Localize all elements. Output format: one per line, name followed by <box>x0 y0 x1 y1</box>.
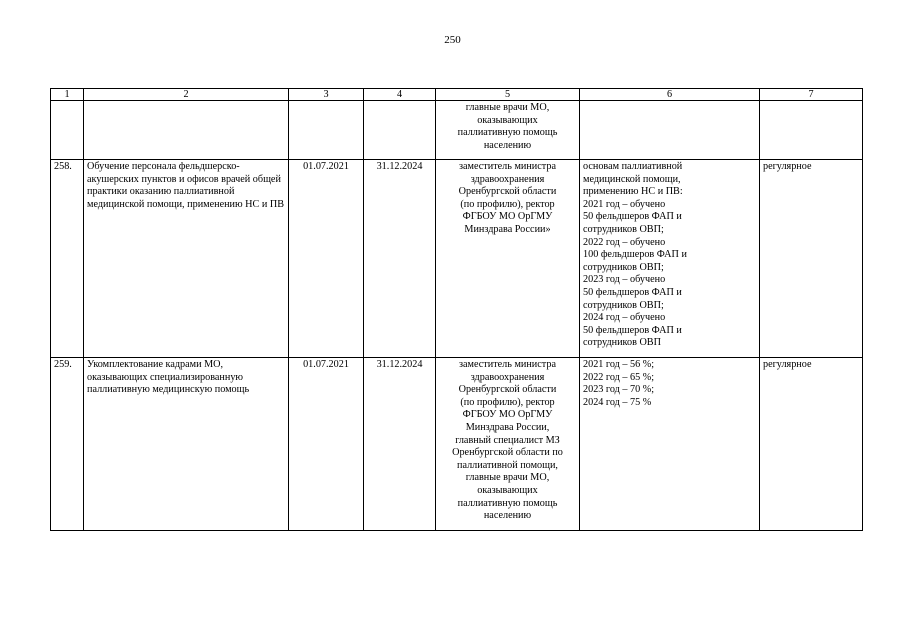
cell-indicator <box>580 101 760 160</box>
indicator-line: 50 фельдшеров ФАП и <box>583 286 682 298</box>
page-number: 250 <box>444 34 461 46</box>
indicator-line: 2024 год – 75 % <box>583 396 652 408</box>
indicator-line: основам паллиативной <box>583 161 683 172</box>
cell-start <box>289 101 364 160</box>
responsible-line: главные врачи МО, <box>465 472 550 484</box>
table-row-continuation <box>51 101 863 160</box>
responsible-line: оказывающих <box>477 484 538 496</box>
cell-type: регулярное <box>760 358 863 531</box>
column-header-5: 5 <box>436 89 580 101</box>
indicator-line: 2023 год – обучено <box>583 274 666 286</box>
responsible-line: здравоохранения <box>470 173 545 185</box>
indicator-line: 2022 год – обучено <box>583 236 666 248</box>
indicator-line: сотрудников ОВП; <box>583 299 664 311</box>
responsible-line: населению <box>483 510 532 522</box>
responsible-line: ФГБОУ МО ОрГМУ <box>462 409 553 421</box>
indicator-line: 2023 год – 70 %; <box>583 384 655 396</box>
indicator-line: 100 фельдшеров ФАП и <box>583 249 687 261</box>
indicator-line: сотрудников ОВП; <box>583 261 664 273</box>
responsible-line: Оренбургской области <box>458 384 557 396</box>
cell-end <box>364 101 436 160</box>
responsible-line: населению <box>483 139 532 151</box>
cell-end: 31.12.2024 <box>364 160 436 358</box>
column-header-4: 4 <box>364 89 436 101</box>
responsible-line: (по профилю), ректор <box>460 396 555 408</box>
column-header-1: 1 <box>51 89 84 101</box>
cell-name: Обучение персонала фельдшерско-акушерских пунктов и офисов врачей общей практики оказанию паллиативной медицинской помощи, применению НС и ПВ <box>84 160 289 358</box>
indicator-line: 2021 год – обучено <box>583 198 666 210</box>
responsible-line: паллиативную помощь <box>457 127 558 139</box>
cell-responsible <box>436 101 580 160</box>
responsible-line: оказывающих <box>477 114 538 126</box>
cell-indicator <box>580 160 760 358</box>
responsible-line: (по профилю), ректор <box>460 198 555 210</box>
header-row <box>51 89 863 101</box>
responsible-line: Минздрава России» <box>464 223 551 235</box>
responsible-line: здравоохранения <box>470 371 545 383</box>
cell-end: 31.12.2024 <box>364 358 436 531</box>
cell-name: Укомплектование кадрами МО, оказывающих специализированную паллиативную медицинскую помощь <box>84 358 289 531</box>
indicator-line: 2024 год – обучено <box>583 312 666 324</box>
cell-num <box>51 101 84 160</box>
responsible-line: паллиативную помощь <box>457 497 558 509</box>
indicator-line: 50 фельдшеров ФАП и <box>583 324 682 336</box>
table-row-259 <box>51 358 863 531</box>
indicator-line: сотрудников ОВП <box>583 337 661 349</box>
indicator-line: медицинской помощи, <box>583 173 681 185</box>
cell-start: 01.07.2021 <box>289 160 364 358</box>
responsible-line: Оренбургской области <box>458 186 557 198</box>
responsible-line: Оренбургской области по <box>452 447 563 459</box>
table-row-258 <box>51 160 863 358</box>
column-header-6: 6 <box>580 89 760 101</box>
plan-table <box>50 88 863 531</box>
column-header-7: 7 <box>760 89 863 101</box>
indicator-line: применению НС и ПВ: <box>583 186 683 198</box>
responsible-line: ФГБОУ МО ОрГМУ <box>462 211 553 223</box>
responsible-line: паллиативной помощи, <box>457 459 558 471</box>
responsible-line: заместитель министра <box>459 161 556 172</box>
column-header-3: 3 <box>289 89 364 101</box>
cell-type: регулярное <box>760 160 863 358</box>
indicator-line: 50 фельдшеров ФАП и <box>583 211 682 223</box>
cell-name <box>84 101 289 160</box>
cell-responsible <box>436 358 580 531</box>
responsible-line: главный специалист МЗ <box>455 434 560 446</box>
indicator-line: 2022 год – 65 %; <box>583 371 655 383</box>
indicator-line: сотрудников ОВП; <box>583 223 664 235</box>
indicator-line: 2021 год – 56 %; <box>583 359 655 370</box>
responsible-line: заместитель министра <box>459 359 556 370</box>
responsible-line: главные врачи МО, <box>465 102 550 113</box>
column-header-2: 2 <box>84 89 289 101</box>
cell-start: 01.07.2021 <box>289 358 364 531</box>
cell-num: 259. <box>51 358 84 531</box>
cell-indicator <box>580 358 760 531</box>
cell-responsible <box>436 160 580 358</box>
responsible-line: Минздрава России, <box>465 421 550 433</box>
cell-type <box>760 101 863 160</box>
cell-num: 258. <box>51 160 84 358</box>
